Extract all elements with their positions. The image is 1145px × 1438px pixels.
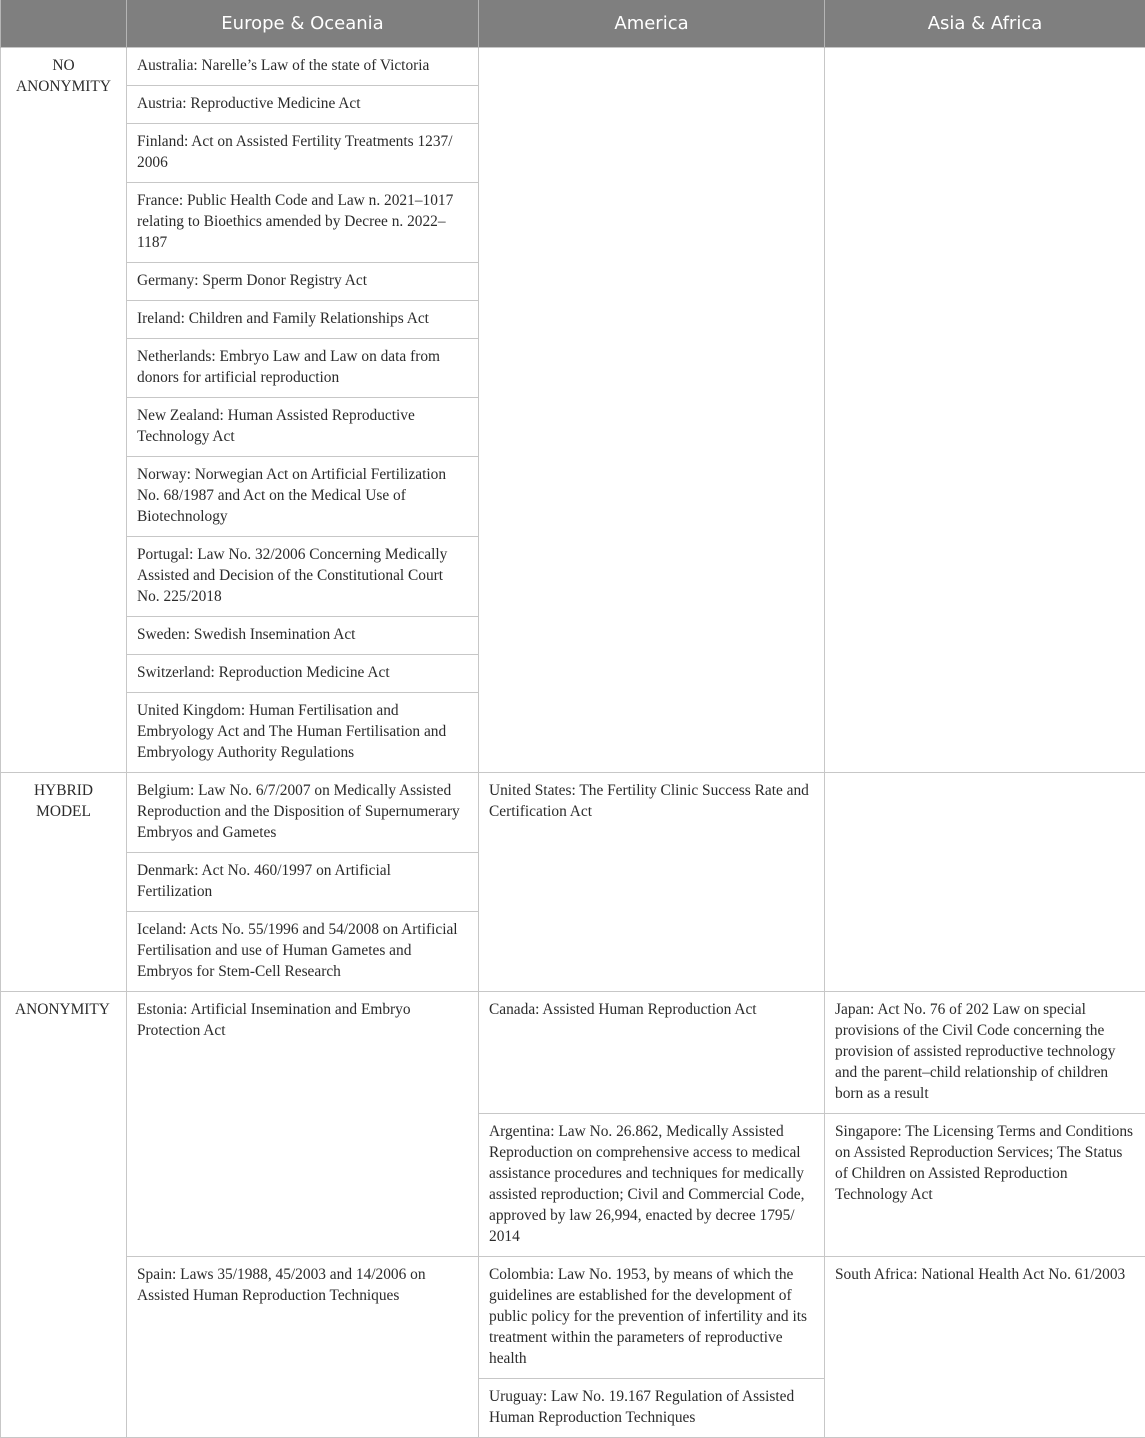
cell-america: Argentina: Law No. 26.862, Medically Assisted Reproduction on comprehensive access to medical assistance procedures and techniques for medically assisted reproduction; Civil and Commercial Code, approved by law 26,994, enacted by decree 1795/ 2014	[479, 1114, 825, 1257]
cell-asia-africa: Singapore: The Licensing Terms and Conditions on Assisted Reproduction Services; The Status of Children on Assisted Reproduction Technology Act	[825, 1114, 1145, 1257]
table-row	[1, 773, 1145, 853]
header-asia-africa: Asia & Africa	[825, 0, 1145, 48]
cell-europe: Switzerland: Reproduction Medicine Act	[127, 655, 479, 693]
cell-asia-africa: South Africa: National Health Act No. 61/2003	[825, 1257, 1145, 1438]
cell-europe: Denmark: Act No. 460/1997 on Artificial Fertilization	[127, 853, 479, 912]
cell-europe: Ireland: Children and Family Relationships Act	[127, 301, 479, 339]
row-label-hybrid-model: HYBRID MODEL	[1, 773, 127, 992]
cell-europe: Germany: Sperm Donor Registry Act	[127, 263, 479, 301]
row-label-no-anonymity: NO ANONYMITY	[1, 48, 127, 773]
cell-america: Canada: Assisted Human Reproduction Act	[479, 992, 825, 1114]
cell-america: Uruguay: Law No. 19.167 Regulation of Assisted Human Reproduction Techniques	[479, 1379, 825, 1438]
header-europe-oceania: Europe & Oceania	[127, 0, 479, 48]
cell-europe: Iceland: Acts No. 55/1996 and 54/2008 on Artificial Fertilisation and use of Human Gametes and Embryos for Stem-Cell Research	[127, 912, 479, 992]
row-label-anonymity: ANONYMITY	[1, 992, 127, 1438]
table-row	[1, 1257, 1145, 1379]
cell-europe: Austria: Reproductive Medicine Act	[127, 86, 479, 124]
cell-europe: Netherlands: Embryo Law and Law on data from donors for artificial reproduction	[127, 339, 479, 398]
cell-europe: Australia: Narelle’s Law of the state of Victoria	[127, 48, 479, 86]
cell-asia-africa-empty	[825, 48, 1145, 773]
cell-europe: Portugal: Law No. 32/2006 Concerning Medically Assisted and Decision of the Constitutional Court No. 225/2018	[127, 537, 479, 617]
cell-europe: New Zealand: Human Assisted Reproductive Technology Act	[127, 398, 479, 457]
header-corner	[1, 0, 127, 48]
table-row	[1, 48, 1145, 86]
header-row	[1, 0, 1145, 48]
table-row	[1, 992, 1145, 1114]
cell-europe: Finland: Act on Assisted Fertility Treatments 1237/ 2006	[127, 124, 479, 183]
cell-europe: United Kingdom: Human Fertilisation and Embryology Act and The Human Fertilisation and Embryology Authority Regulations	[127, 693, 479, 773]
cell-asia-africa-empty	[825, 773, 1145, 992]
cell-america-empty	[479, 48, 825, 773]
cell-europe: Norway: Norwegian Act on Artificial Fertilization No. 68/1987 and Act on the Medical Use of Biotechnology	[127, 457, 479, 537]
cell-america: Colombia: Law No. 1953, by means of which the guidelines are established for the development of public policy for the prevention of infertility and its treatment within the parameters of reproductive health	[479, 1257, 825, 1379]
cell-europe: Estonia: Artificial Insemination and Embryo Protection Act	[127, 992, 479, 1257]
header-america: America	[479, 0, 825, 48]
cell-europe: Sweden: Swedish Insemination Act	[127, 617, 479, 655]
cell-europe: Belgium: Law No. 6/7/2007 on Medically Assisted Reproduction and the Disposition of Supernumerary Embryos and Gametes	[127, 773, 479, 853]
cell-europe: Spain: Laws 35/1988, 45/2003 and 14/2006 on Assisted Human Reproduction Techniques	[127, 1257, 479, 1438]
cell-asia-africa: Japan: Act No. 76 of 202 Law on special provisions of the Civil Code concerning the provision of assisted reproductive technology and the parent–child relationship of children born as a result	[825, 992, 1145, 1114]
cell-europe: France: Public Health Code and Law n. 2021–1017 relating to Bioethics amended by Decree n. 2022–1187	[127, 183, 479, 263]
cell-america: United States: The Fertility Clinic Success Rate and Certification Act	[479, 773, 825, 992]
